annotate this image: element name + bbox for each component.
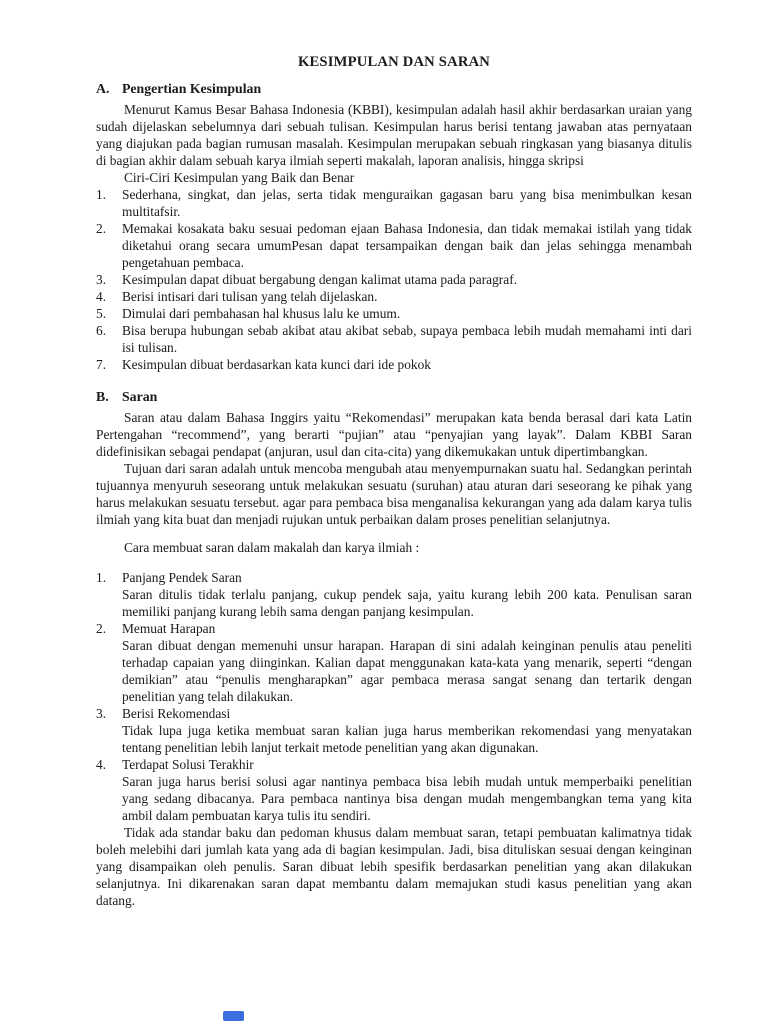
section-b-heading [96,388,692,405]
list-item [96,220,692,271]
list-item-text: Memakai kosakata baku sesuai pedoman ejaan Bahasa Indonesia, dan tidak memakai istilah yang tidak diketahui orang secara umumPesan dapat tersampaikan dengan baik dan jelas sehingga menambah pengetahuan pembaca. [122,221,692,270]
list-item [96,288,692,305]
list-item [96,186,692,220]
section-a-heading [96,80,692,97]
howto-item-title: Terdapat Solusi Terakhir [122,757,254,772]
howto-lead-line: Cara membuat saran dalam makalah dan karya ilmiah : [124,540,420,555]
howto-item-body: Saran ditulis tidak terlalu panjang, cukup pendek saja, yaitu kurang lebih 200 kata. Penulisan saran memiliki panjang kurang lebih sama dengan panjang kesimpulan. [122,587,692,619]
closing-paragraph: Tidak ada standar baku dan pedoman khusus dalam membuat saran, tetapi pembuatan kalimatnya tidak boleh melebihi dari jumlah kata yang ada di bagian kesimpulan. Jadi, bisa dituliskan sesuai dengan keinginan yang disampaikan oleh penulis. Saran dibuat lebih spesifik berdasarkan penelitian yang akan dilakukan selanjutnya. Ini dikarenakan saran dapat membantu dalam memajukan studi kasus penelitian yang akan datang. [96,825,692,908]
howto-item [96,620,692,705]
howto-item-text [122,756,692,824]
list-item-text: Bisa berupa hubungan sebab akibat atau akibat sebab, supaya pembaca lebih mudah memahami inti dari isi tulisan. [122,323,692,355]
howto-list [96,569,692,824]
howto-item-text [122,620,692,705]
ciri-list-title: Ciri-Ciri Kesimpulan yang Baik dan Benar [124,170,355,185]
list-item [96,356,692,373]
section-b-label: B. [96,389,109,404]
howto-item [96,705,692,756]
howto-item-number: 1. [96,570,107,585]
howto-item-number: 4. [96,757,107,772]
section-b-paragraph-2: Tujuan dari saran adalah untuk mencoba mengubah atau menyempurnakan suatu hal. Sedangkan perintah tujuannya menyuruh seseorang untuk melakukan sesuatu (suruhan) atau aturan dari seseorang ke pihak yang harus melakukan sesuatu tersebut. agar para pembaca bisa menganalisa kekurangan yang ada dalam karya tulis ilmiah yang kita buat dan menjadi rujukan untuk perbaikan dalam proses penelitian selanjutnya. [96,461,692,527]
page-title: KESIMPULAN DAN SARAN [297,54,491,70]
list-item-number: 4. [96,289,107,304]
list-item-number: 3. [96,272,107,287]
list-item-text: Sederhana, singkat, dan jelas, serta tidak menguraikan gagasan baru yang bisa menimbulkan kesan multitafsir. [122,187,692,219]
section-b-heading-text: Saran [122,389,158,404]
howto-item-text [122,569,692,620]
howto-item [96,756,692,824]
section-b-paragraph-1: Saran atau dalam Bahasa Inggirs yaitu “Rekomendasi” merupakan kata benda berasal dari kata Latin Pertengahan “recommend”, yang berarti “pujian” atau “penyajian yang layak”. Dalam KBBI Saran didefinisikan sebagai pendapat (anjuran, usul dan cita-cita) yang dikemukakan untuk dipertimbangkan. [96,410,692,459]
list-item-number: 6. [96,323,107,338]
howto-item [96,569,692,620]
howto-item-number: 2. [96,621,107,636]
list-item-text: Berisi intisari dari tulisan yang telah dijelaskan. [122,289,378,304]
list-item [96,322,692,356]
ciri-list [96,186,692,373]
howto-item-title: Memuat Harapan [122,621,216,636]
list-item [96,271,692,288]
howto-item-body: Tidak lupa juga ketika membuat saran kalian juga harus memberikan rekomendasi yang menyatakan tentang penelitian lebih lanjut terkait metode penelitian yang akan digunakan. [122,723,692,755]
howto-item-body: Saran juga harus berisi solusi agar nantinya pembaca bisa lebih mudah untuk memperbaiki penelitian yang sedang dibacanya. Para pembaca nantinya bisa dengan mudah mengembangkan tema yang kita ambil dalam pembuatan karya tulis itu sendiri. [122,774,692,823]
list-item-text: Dimulai dari pembahasan hal khusus lalu ke umum. [122,306,401,321]
list-item-number: 1. [96,187,107,202]
section-a-intro-paragraph: Menurut Kamus Besar Bahasa Indonesia (KBBI), kesimpulan adalah hasil akhir berdasarkan uraian yang sudah dijelaskan sebelumnya dari sebuah tulisan. Kesimpulan harus berisi tentang jawaban atas pernyataan yang diajukan pada bagian rumusan masalah. Kesimpulan merupakan sebuah ringkasan yang biasanya ditulis di bagian akhir dalam sebuah karya ilmiah seperti makalah, laporan analisis, hingga skripsi [96,102,692,168]
section-a-label: A. [96,81,110,96]
list-item-number: 7. [96,357,107,372]
list-item-number: 5. [96,306,107,321]
scroll-marker [223,1011,244,1021]
howto-item-title: Panjang Pendek Saran [122,570,242,585]
howto-item-body: Saran dibuat dengan memenuhi unsur harapan. Harapan di sini adalah keinginan penulis atau peneliti terhadap capaian yang diinginkan. Kalian dapat menggunakan kata-kata yang menarik, seperti “dengan demikian” atau “penulis mengharapkan” agar pembaca merasa sangat senang dan tertarik dengan penelitian yang telah dilakukan. [122,638,692,704]
howto-item-title: Berisi Rekomendasi [122,706,231,721]
list-item [96,305,692,322]
section-a-heading-text: Pengertian Kesimpulan [122,81,262,96]
list-item-number: 2. [96,221,107,236]
list-item-text: Kesimpulan dapat dibuat bergabung dengan kalimat utama pada paragraf. [122,272,518,287]
list-item-text: Kesimpulan dibuat berdasarkan kata kunci dari ide pokok [122,357,432,372]
howto-item-number: 3. [96,706,107,721]
howto-item-text [122,705,692,756]
